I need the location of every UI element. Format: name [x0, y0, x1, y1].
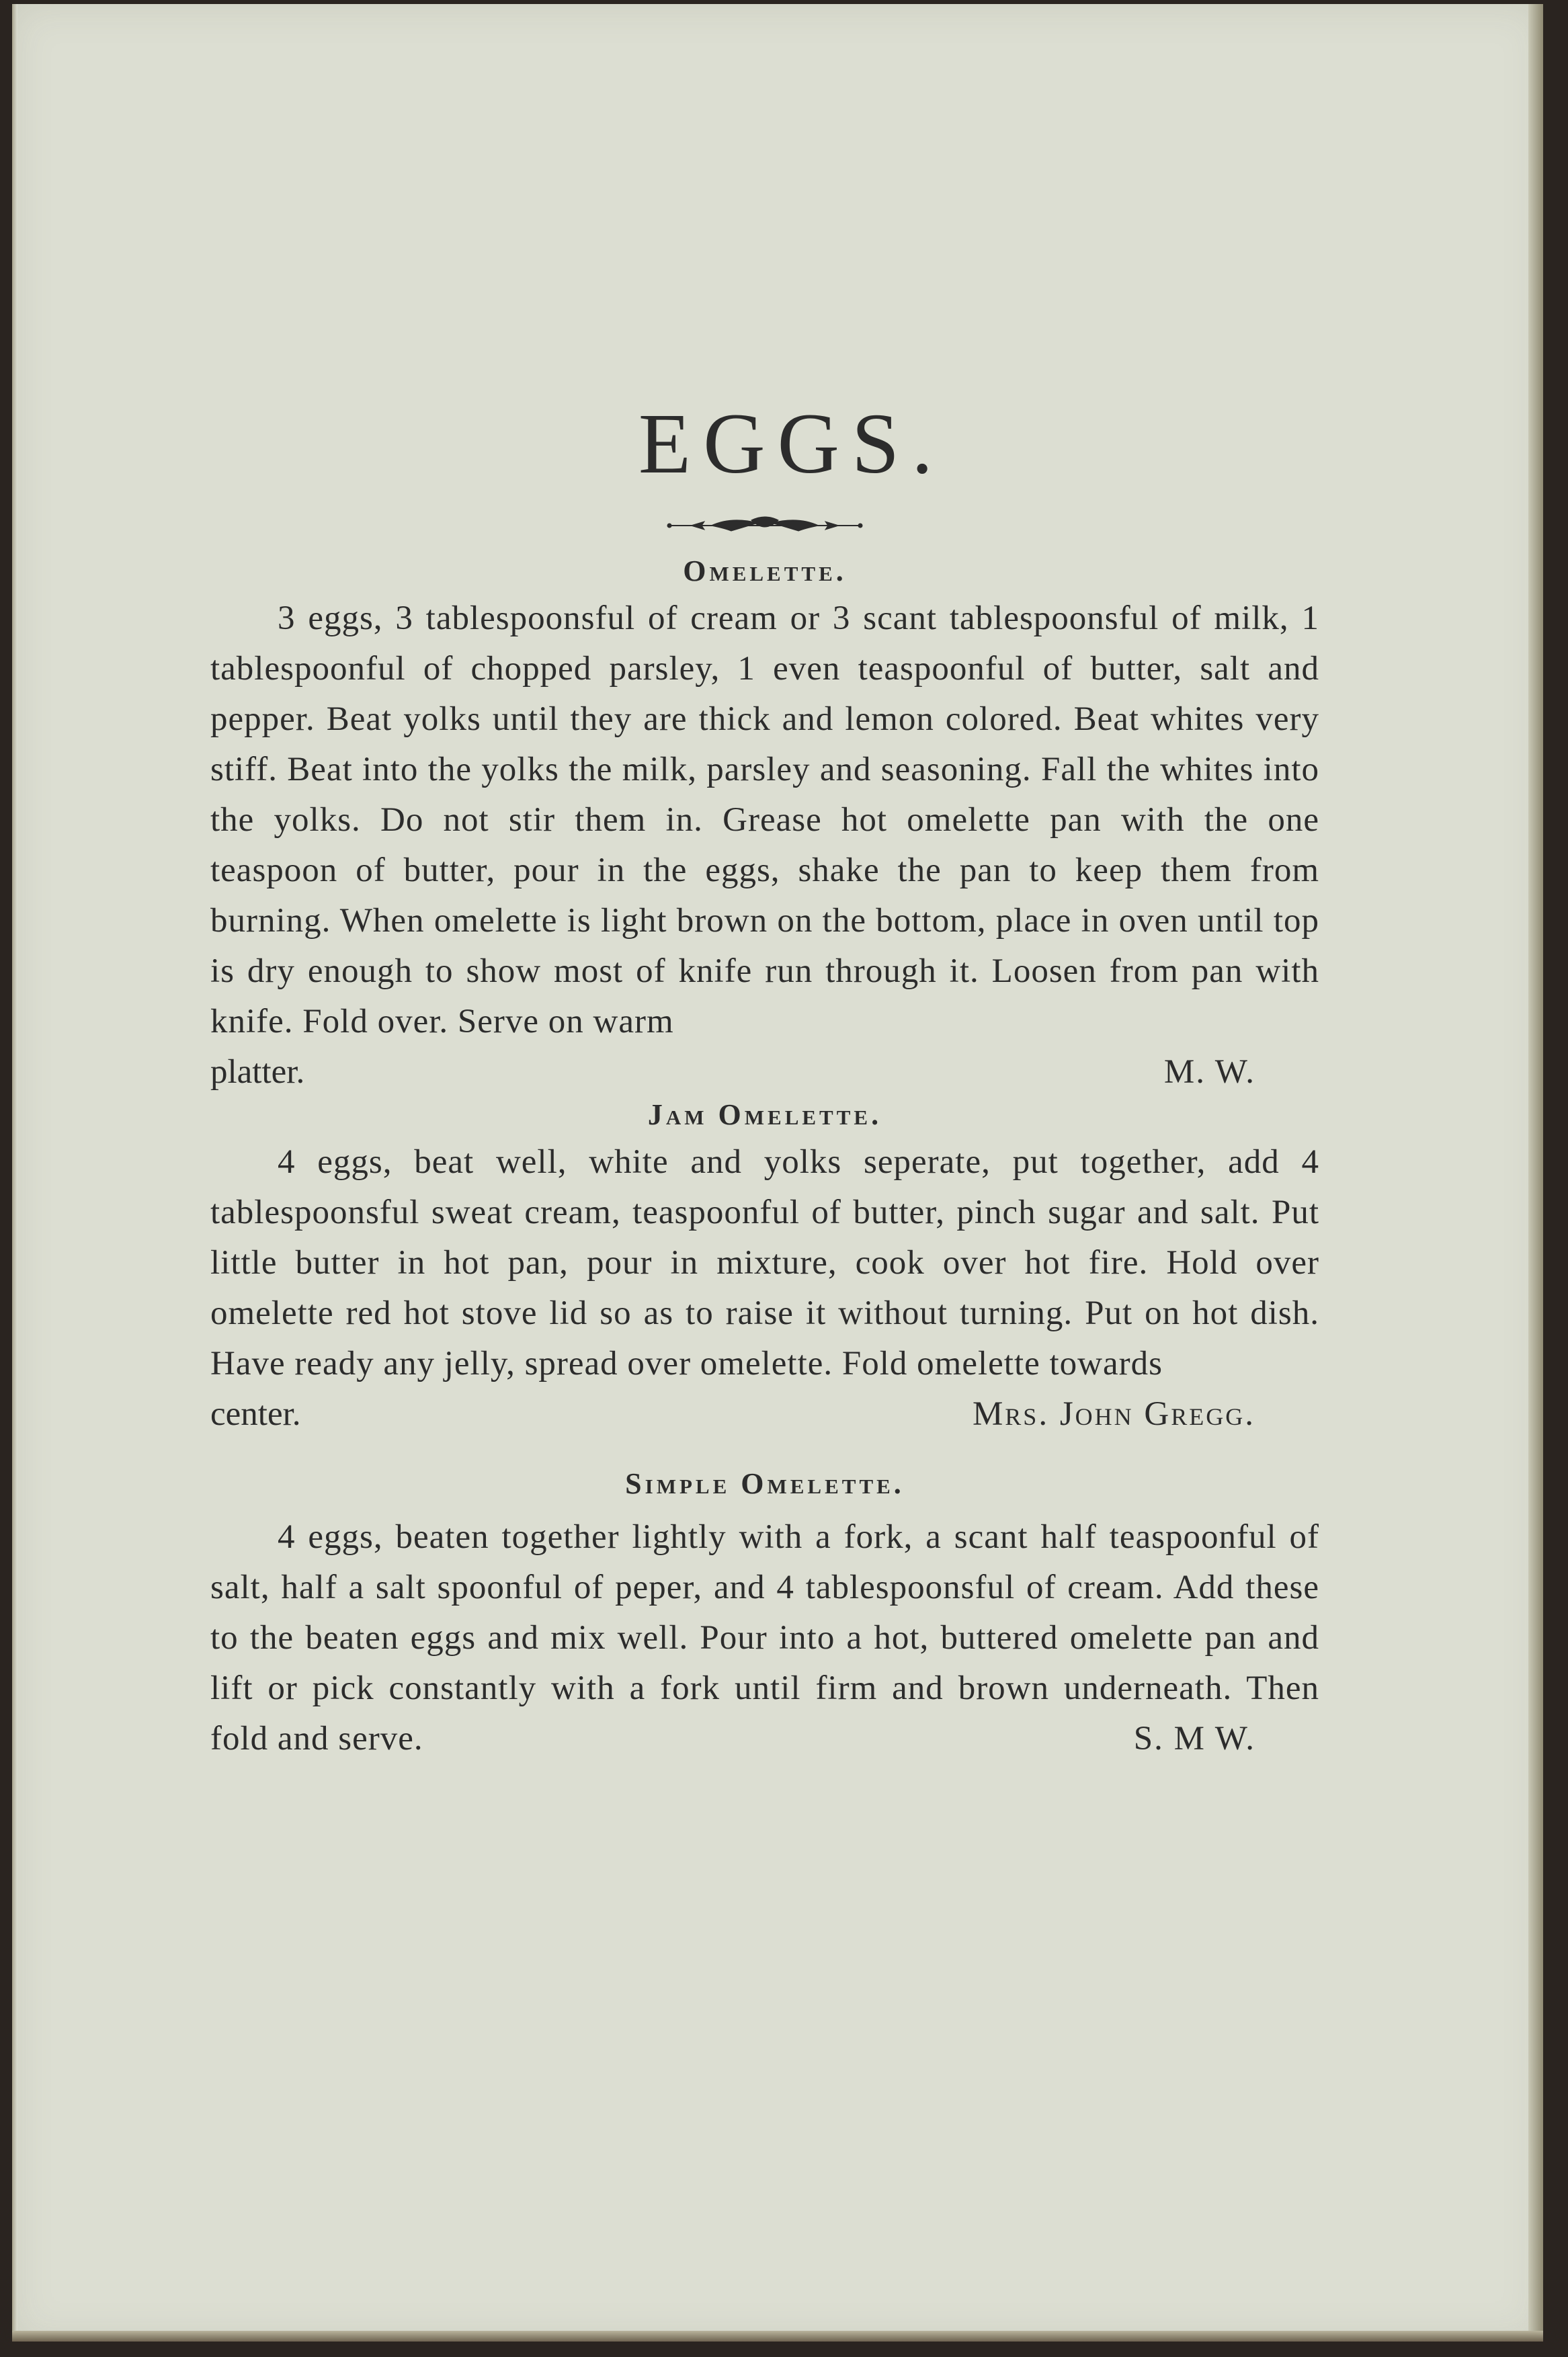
- recipe-signature-line: [210, 1047, 1319, 1098]
- page-title: EGGS.: [638, 396, 946, 491]
- recipe-omelette: [210, 554, 1319, 1098]
- recipe-signature: M. W.: [1163, 1052, 1255, 1091]
- page-left-edge: [12, 4, 17, 2342]
- recipe-signature: S. M W.: [1133, 1720, 1255, 1758]
- recipe-last-line: center.: [210, 1395, 301, 1433]
- recipe-heading: Jam Omelette.: [647, 1098, 882, 1131]
- recipe-text: 3 eggs, 3 tablespoonsful of cream or 3 scant tablespoonsful of milk, 1 tablespoonful of chopped parsley, 1 even teaspoonful of butter, salt and pepper. Beat yolks until they are thick and lemon colored. Beat whites very stiff. Beat into the yolks the milk, parsley and seasoning. Fall the whites into the yolks. Do not stir them in. Grease hot omelette pan with the one teaspoon of butter, pour in the eggs, shake the pan to keep them from burning. When omelette is light brown on the bottom, place in oven until top is dry enough to show most of knife run through it. Loosen from pan with knife. Fold over. Serve on warm: [210, 599, 1319, 1040]
- recipe-signature-line: [210, 1389, 1319, 1440]
- page-bottom-edge: [12, 2331, 1543, 2342]
- recipe-signature: Mrs. John Gregg.: [972, 1395, 1255, 1433]
- recipe-jam-omelette: [210, 1098, 1319, 1440]
- page-spine-edge: [1528, 4, 1543, 2342]
- book-page: [12, 4, 1543, 2342]
- recipe-simple-omelette: [210, 1466, 1319, 1765]
- recipe-heading: Omelette.: [683, 554, 847, 587]
- recipe-text: [210, 1512, 1319, 1764]
- recipe-text-body: 4 eggs, beaten together lightly with a fork, a scant half teaspoonful of salt, half a salt spoonful of peper, and 4 tablespoonsful of cream. Add these to the beaten eggs and mix well. Pour into a hot, buttered omelette pan and lift or pick constantly with a fork until firm and brown underneath. Then fold and serve.: [210, 1518, 1319, 1758]
- recipe-last-line: platter.: [210, 1052, 305, 1091]
- page-content: [210, 396, 1319, 1764]
- recipe-heading: Simple Omelette.: [625, 1466, 905, 1500]
- recipe-text: 4 eggs, beat well, white and yolks seperate, put together, add 4 tablespoonsful sweat cream, teaspoonful of butter, pinch sugar and salt. Put little butter in hot pan, pour in mixture, cook over hot fire. Hold over omelette red hot stove lid so as to raise it without turning. Put on hot dish. Have ready any jelly, spread over omelette. Fold omelette towards: [210, 1143, 1319, 1382]
- decorative-flourish-icon: [664, 513, 866, 538]
